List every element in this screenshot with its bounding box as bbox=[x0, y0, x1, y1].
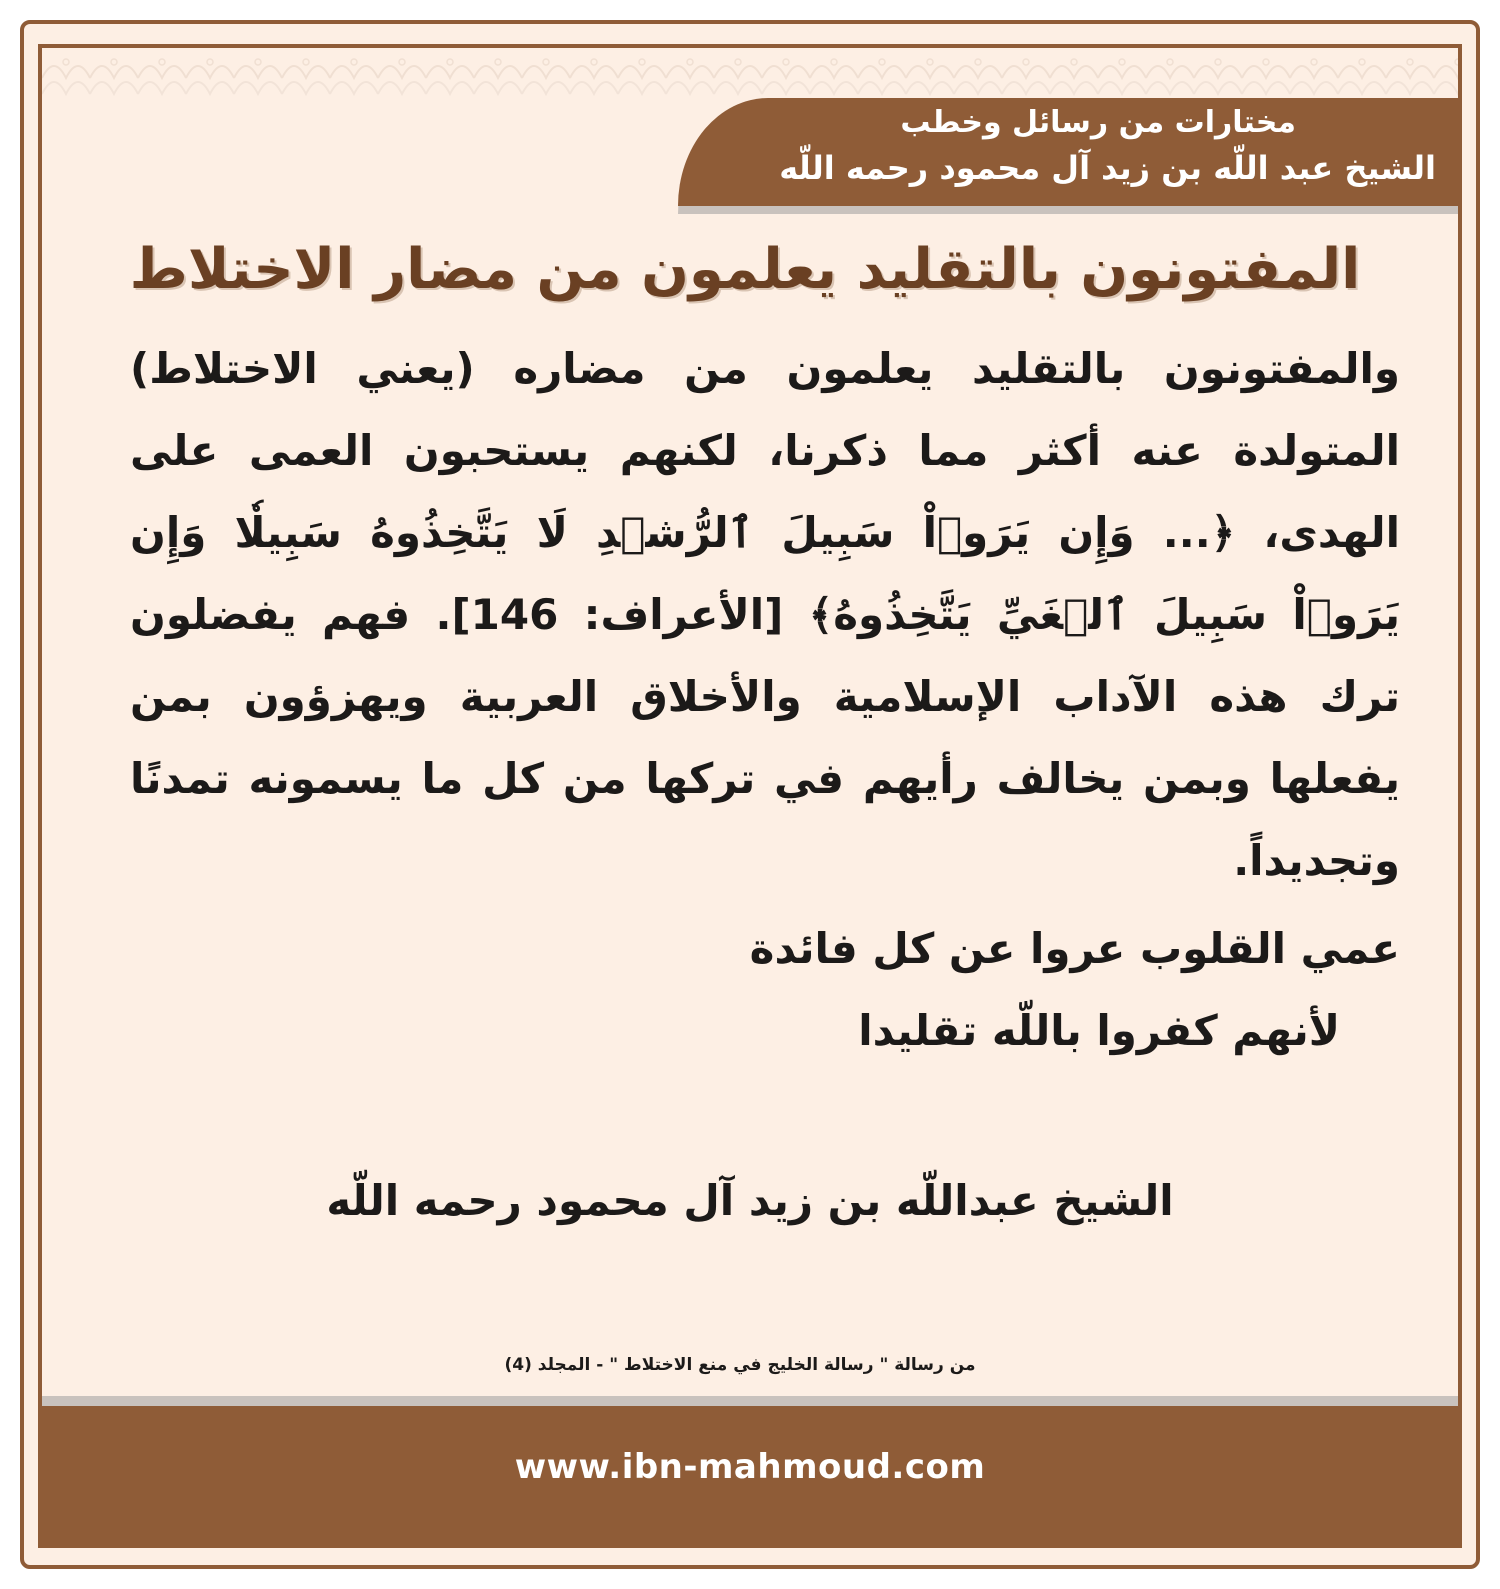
poem-line-2: لأنهم كفروا باللّه تقليدا bbox=[858, 1006, 1340, 1055]
header-author-name: الشيخ عبد اللّه بن زيد آل محمود رحمه اللّه bbox=[779, 149, 1436, 187]
poem-line-1: عمي القلوب عروا عن كل فائدة bbox=[749, 924, 1400, 973]
header-banner bbox=[678, 98, 1458, 206]
decorative-pattern bbox=[42, 48, 1458, 100]
website-url: www.ibn-mahmoud.com bbox=[514, 1447, 986, 1487]
poem-verse bbox=[600, 908, 1400, 1072]
body-paragraph: والمفتونون بالتقليد يعلمون من مضاره (يعني الاختلاط) المتولدة عنه أكثر مما ذكرنا، لكنهم يستحبون العمى على الهدى، ﴿... وَإِن يَرَوۡاْ سَبِيلَ ٱلرُّشۡدِ لَا يَتَّخِذُوهُ سَبِيلٗا وَإِن يَرَوۡاْ سَبِيلَ ٱلۡغَيِّ يَتَّخِذُوهُ﴾ [الأعراف: 146]. فهم يفضلون ترك هذه الآداب الإسلامية والأخلاق العربية ويهزؤون بمن يفعلها وبمن يخالف رأيهم في تركها من كل ما يسمونه تمدنًا وتجديداً. bbox=[130, 344, 1400, 885]
source-citation: من رسالة " رسالة الخليج في منع الاختلاط " - المجلد (4) bbox=[504, 1355, 976, 1375]
author-signature: الشيخ عبداللّه بن زيد آل محمود رحمه اللّه bbox=[326, 1176, 1174, 1225]
header-series-title: مختارات من رسائل وخطب bbox=[900, 105, 1296, 140]
page-title: المفتونون بالتقليد يعلمون من مضار الاختلاط bbox=[129, 237, 1361, 302]
